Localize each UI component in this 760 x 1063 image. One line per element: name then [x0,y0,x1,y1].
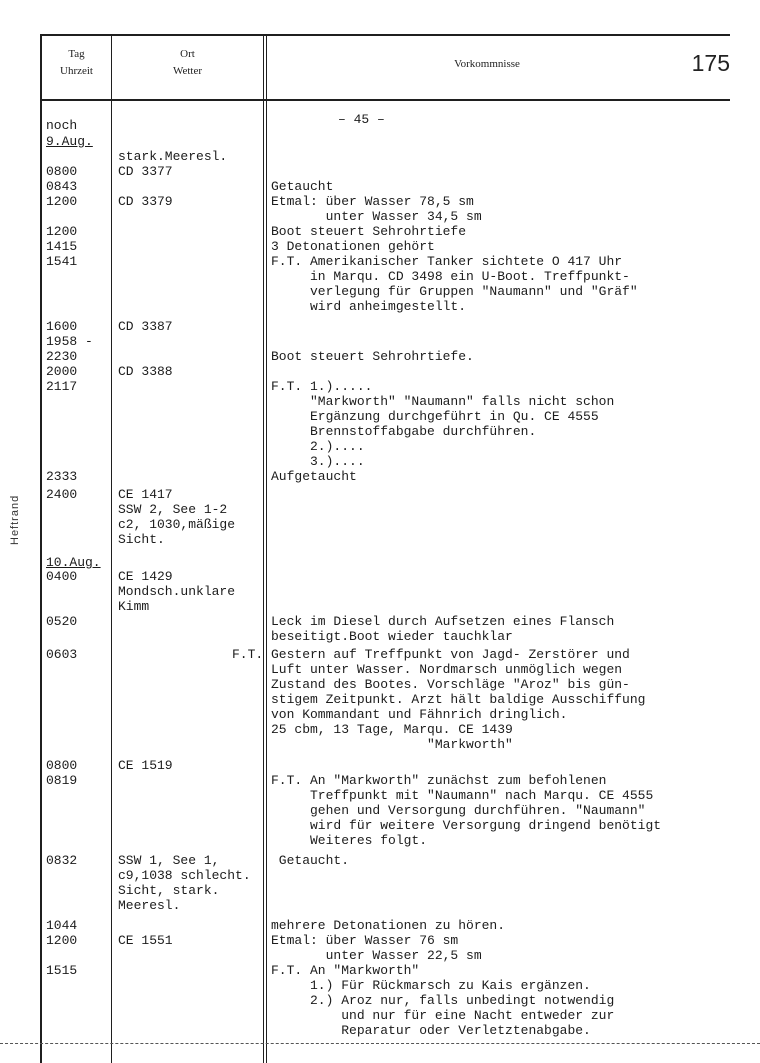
entry-event: Getaucht. [271,853,350,868]
entry-position-weather: CE 1429 [118,569,173,584]
entry-time: 2117 [46,379,78,394]
entry-time: 10.Aug. [46,555,101,570]
entry-event: Boot steuert Sehrohrtiefe. [271,349,474,364]
entry-event: verlegung für Gruppen "Naumann" und "Gräf" [271,284,638,299]
entry-signal-prefix: F.T. [232,647,264,662]
entry-event: und nur für eine Nacht entweder zur [271,1008,615,1023]
entry-position-weather: Mondsch.unklare [118,584,236,599]
entry-event: mehrere Detonationen zu hören. [271,918,506,933]
margin-label: Heftrand [9,494,21,545]
entry-time: 0800 [46,758,78,773]
header-bottom-rule [40,99,730,101]
entry-time: 0843 [46,179,78,194]
entry-event: wird für weitere Versorgung dringend benötigt [271,818,662,833]
entry-time: 2000 [46,364,78,379]
entry-event: gehen und Versorgung durchführen. "Naumann" [271,803,646,818]
entry-time: 0520 [46,614,78,629]
entry-time: 1541 [46,254,78,269]
entry-event: "Markworth" "Naumann" falls nicht schon [271,394,615,409]
entry-time: noch [46,118,78,133]
entry-event: Zustand des Bootes. Vorschläge "Aroz" bis gün- [271,677,630,692]
entry-event: Weiteres folgt. [271,833,428,848]
entry-time: 0832 [46,853,78,868]
entry-position-weather: Sicht, stark. [118,883,220,898]
entry-time: 1200 [46,194,78,209]
binding-edge-line [0,1043,760,1044]
top-rule [40,34,730,36]
entry-event: F.T. An "Markworth" zunächst zum befohlenen [271,773,607,788]
entry-time: 1200 [46,224,78,239]
entry-position-weather: SSW 1, See 1, [118,853,220,868]
entry-event: "Markworth" [271,737,513,752]
entry-time: 9.Aug. [46,134,93,149]
entry-event: unter Wasser 22,5 sm [271,948,482,963]
column-header-time: Tag Uhrzeit [60,48,93,77]
entry-event: F.T. Amerikanischer Tanker sichtete O 417 Uhr [271,254,623,269]
entry-event: F.T. An "Markworth" [271,963,420,978]
entry-time: 2400 [46,487,78,502]
entry-position-weather: SSW 2, See 1-2 [118,502,228,517]
entry-time: 2230 [46,349,78,364]
entry-event: 3.).... [271,454,365,469]
place-column-divider-a [263,34,264,1063]
entry-position-weather: CE 1551 [118,933,173,948]
entry-event: 25 cbm, 13 Tage, Marqu. CE 1439 [271,722,513,737]
entry-event: Brennstoffabgabe durchführen. [271,424,537,439]
entry-position-weather: Sicht. [118,532,165,547]
entry-event: beseitigt.Boot wieder tauchklar [271,629,513,644]
entry-event: Luft unter Wasser. Nordmarsch unmöglich wegen [271,662,623,677]
entry-time: 1600 [46,319,78,334]
entry-time: 0603 [46,647,78,662]
entry-event: von Kommandant und Fähnrich dringlich. [271,707,568,722]
entry-event: stigem Zeitpunkt. Arzt hält baldige Ausschiffung [271,692,646,707]
entry-event: Treffpunkt mit "Naumann" nach Marqu. CE 4555 [271,788,654,803]
entry-time: 0400 [46,569,78,584]
entry-time: 0800 [46,164,78,179]
entry-position-weather: c9,1038 schlecht. [118,868,251,883]
entry-position-weather: CE 1417 [118,487,173,502]
entry-event: 2.) Aroz nur, falls unbedingt notwendig [271,993,615,1008]
entry-event: 2.).... [271,439,365,454]
entry-position-weather: stark.Meeresl. [118,149,228,164]
entry-position-weather: CE 1519 [118,758,173,773]
entry-event: Etmal: über Wasser 76 sm [271,933,459,948]
entry-position-weather: CD 3387 [118,319,173,334]
entry-event: unter Wasser 34,5 sm [271,209,482,224]
place-column-divider-b [266,34,267,1063]
entry-event: F.T. 1.)..... [271,379,373,394]
entry-position-weather: Kimm [118,599,150,614]
entry-time: 1958 - [46,334,93,349]
entry-time: 2333 [46,469,78,484]
time-column-divider [111,34,112,1063]
column-header-events: Vorkommnisse [454,58,520,70]
entry-position-weather: CD 3388 [118,364,173,379]
entry-time: 0819 [46,773,78,788]
entry-event: Reparatur oder Verletztenabgabe. [271,1023,591,1038]
entry-event: Getaucht [271,179,334,194]
entry-event: wird anheimgestellt. [271,299,467,314]
entry-position-weather: Meeresl. [118,898,181,913]
entry-event: Etmal: über Wasser 78,5 sm [271,194,474,209]
entry-time: 1415 [46,239,78,254]
entry-time: 1200 [46,933,78,948]
entry-position-weather: CD 3377 [118,164,173,179]
entry-event: Gestern auf Treffpunkt von Jagd- Zerstörer und [271,647,630,662]
entry-event: Aufgetaucht [271,469,357,484]
entry-time: 1515 [46,963,78,978]
entry-event: Leck im Diesel durch Aufsetzen eines Flansch [271,614,615,629]
entry-position-weather: c2, 1030,mäßige [118,517,236,532]
entry-position-weather: CD 3379 [118,194,173,209]
entry-event: 1.) Für Rückmarsch zu Kais ergänzen. [271,978,591,993]
column-header-place-weather: Ort Wetter [172,48,203,77]
entry-time: 1044 [46,918,78,933]
entry-event: in Marqu. CD 3498 ein U-Boot. Treffpunkt- [271,269,630,284]
left-border [40,34,42,1063]
sheet-number: – 45 – [338,112,385,127]
entry-event: Boot steuert Sehrohrtiefe [271,224,467,239]
entry-event: 3 Detonationen gehört [271,239,435,254]
page-number: 175 [691,50,730,76]
entry-event: Ergänzung durchgeführt in Qu. CE 4555 [271,409,599,424]
